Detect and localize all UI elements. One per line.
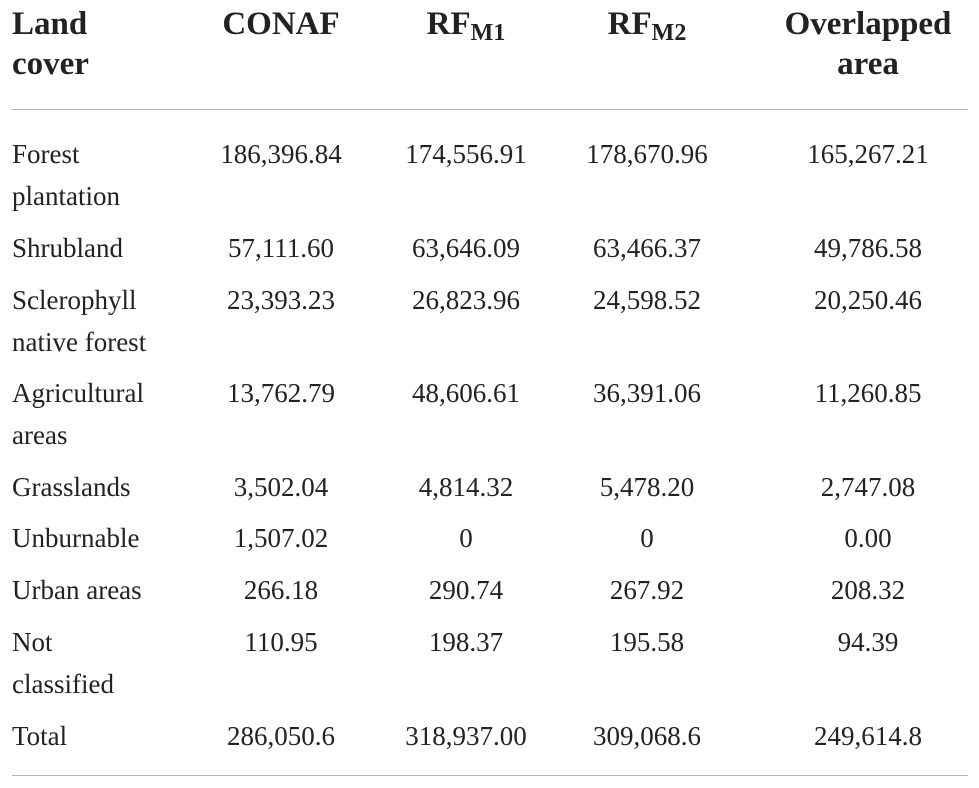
cell-overlapped: 0.00 xyxy=(844,523,892,553)
cell-overlapped: 2,747.08 xyxy=(820,472,916,502)
cell-overlapped: 11,260.85 xyxy=(814,378,922,408)
header-rfm2 xyxy=(567,4,727,47)
cell-overlapped: 20,250.46 xyxy=(814,285,922,315)
row-label-line1: Shrubland xyxy=(12,233,123,263)
row-label-line1: Unburnable xyxy=(12,523,140,553)
cell-rfm2: 5,478.20 xyxy=(599,472,695,502)
cell-conaf: 13,762.79 xyxy=(227,378,335,408)
cell-overlapped: 165,267.21 xyxy=(807,139,929,169)
cell-overlapped: 49,786.58 xyxy=(814,233,922,263)
header-rfm1-main: RF xyxy=(426,6,471,42)
cell-rfm2: 0 xyxy=(640,523,654,553)
header-divider xyxy=(12,109,968,110)
cell-rfm2: 63,466.37 xyxy=(593,233,701,263)
cell-rfm1: 4,814.32 xyxy=(418,472,514,502)
cell-conaf: 266.18 xyxy=(243,575,319,605)
cell-rfm1: 174,556.91 xyxy=(405,139,527,169)
row-label xyxy=(12,227,123,269)
row-label-line1: Total xyxy=(12,721,68,751)
header-overlapped-line2: area xyxy=(837,46,899,82)
cell-overlapped: 208.32 xyxy=(830,575,906,605)
table-bottom-rule xyxy=(12,775,968,776)
cell-conaf: 23,393.23 xyxy=(227,285,335,315)
row-label xyxy=(12,715,67,757)
header-conaf: CONAF xyxy=(222,6,340,42)
row-label xyxy=(12,517,139,559)
cell-rfm2: 267.92 xyxy=(609,575,685,605)
cell-rfm1: 290.74 xyxy=(428,575,504,605)
row-label-line2: areas xyxy=(12,420,68,450)
row-label xyxy=(12,372,144,456)
cell-conaf: 186,396.84 xyxy=(220,139,342,169)
cell-rfm2: 36,391.06 xyxy=(593,378,701,408)
cell-rfm1: 63,646.09 xyxy=(412,233,520,263)
cell-rfm2: 178,670.96 xyxy=(586,139,708,169)
header-rfm1 xyxy=(386,4,546,47)
row-label xyxy=(12,466,130,508)
cell-rfm2: 24,598.52 xyxy=(593,285,701,315)
header-rfm1-sub: M1 xyxy=(470,20,506,46)
cell-rfm1: 318,937.00 xyxy=(405,721,527,751)
cell-overlapped: 94.39 xyxy=(837,627,899,657)
header-land-cover xyxy=(12,4,89,84)
row-label xyxy=(12,133,120,217)
row-label-line1: Forest xyxy=(12,139,80,169)
row-label xyxy=(12,569,142,611)
cell-rfm1: 26,823.96 xyxy=(412,285,520,315)
row-label xyxy=(12,279,146,363)
header-rfm2-sub: M2 xyxy=(651,20,687,46)
cell-conaf: 1,507.02 xyxy=(233,523,329,553)
row-label-line1: Sclerophyll xyxy=(12,285,137,315)
row-label-line1: Urban areas xyxy=(12,575,142,605)
cell-conaf: 286,050.6 xyxy=(227,721,335,751)
cell-rfm2: 309,068.6 xyxy=(593,721,701,751)
row-label-line2: native forest xyxy=(12,327,147,357)
cell-conaf: 3,502.04 xyxy=(233,472,329,502)
cell-rfm1: 198.37 xyxy=(428,627,504,657)
cell-conaf: 110.95 xyxy=(244,627,318,657)
row-label-line1: Agricultural xyxy=(12,378,144,408)
row-label-line1: Grasslands xyxy=(12,472,131,502)
header-overlapped-area xyxy=(770,4,966,84)
header-overlapped-line1: Overlapped xyxy=(784,6,952,42)
cell-conaf: 57,111.60 xyxy=(228,233,334,263)
header-land-cover-line1: Land xyxy=(12,6,88,42)
row-label-line2: plantation xyxy=(12,181,120,211)
cell-rfm2: 195.58 xyxy=(609,627,685,657)
cell-overlapped: 249,614.8 xyxy=(814,721,922,751)
row-label xyxy=(12,621,114,705)
row-label-line2: classified xyxy=(12,669,114,699)
header-rfm2-main: RF xyxy=(607,6,652,42)
cell-rfm1: 48,606.61 xyxy=(412,378,520,408)
header-land-cover-line2: cover xyxy=(12,46,89,82)
row-label-line1: Not xyxy=(12,627,53,657)
cell-rfm1: 0 xyxy=(459,523,473,553)
